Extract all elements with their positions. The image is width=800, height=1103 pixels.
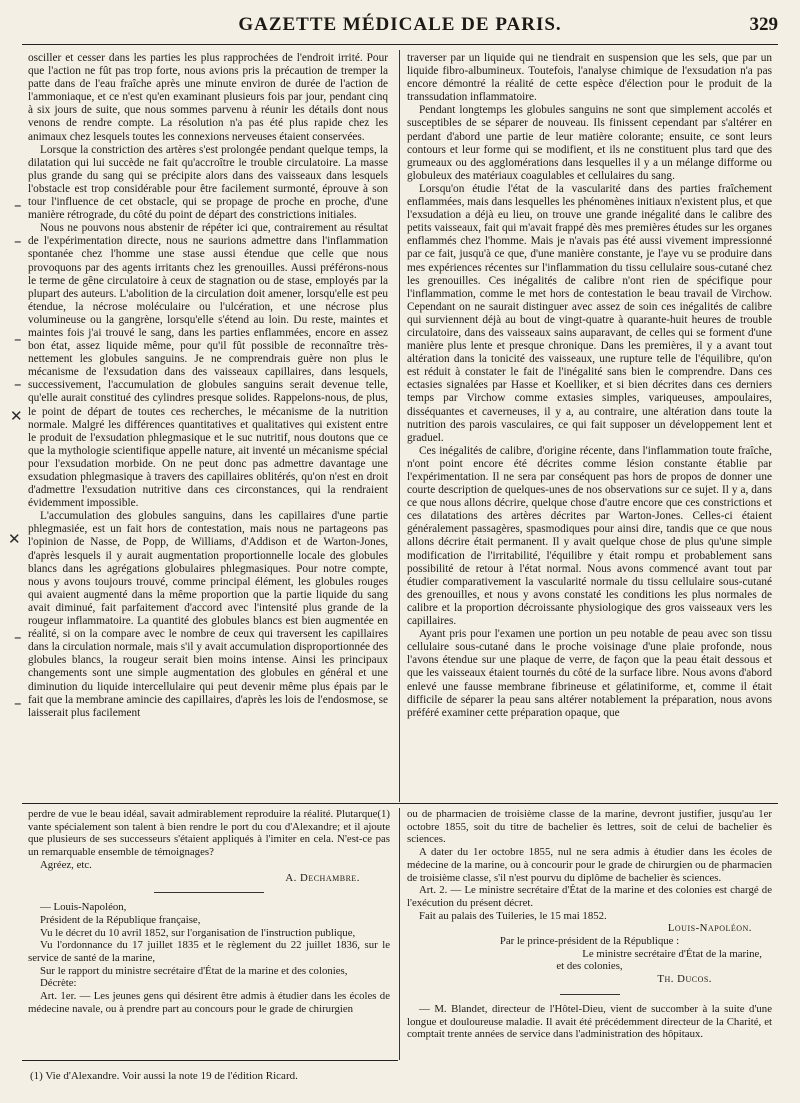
article-paragraph: Nous ne pouvons nous abstenir de répéter ici que, contrairement au résultat de l'expérimentation directe, nous ne saurions admettre dans l'inflammation spontanée chez l'homme une stase aussi étendue que celle que nous provoquons par des agents irritants chez les grenouilles. Aussi préférons-nous le terme de gêne circulatoire à ceux de stagnation ou de stase, employés par la plupart des auteurs. L'abolition de la circulation doit amener, lorsqu'elle est peu étendue, la nécrose moléculaire ou l'ulcération, et une nécrose plus volumineuse ou la gangrène, lorsqu'elle s'étend au loin. Du reste, maintes et maintes fois j'ai trouvé le sang, dans les parties enflammées, encore en assez bon état, assez liquide même, pour qu'il fût possible de reconnaître très-nettement les globules sanguins. Je ne comprendrais guère non plus le mécanisme de l'exsudation dans des vaisseaux capillaires, dans lesquels, successivement, l'accumulation de globules sanguins serait devenue telle, qu'elle aurait constitué des cylindres presque solides. Rappelons-nous, de plus, le point de départ de toutes ces recherches, le mécanisme de la nutrition normale. Malgré les différences quantitatives et qualitatives qui existent entre le produit de l'exsudation phlegmasique et le suc nutritif, nous doutons que ce que la mythologie scientifique appelle nature, ait inventé un mécanisme spécial pour l'exsudation morbide. On ne peut donc pas admettre davantage une exsudation phlegmasique à travers des capillaires oblitérés, qu'on n'est en droit d'admettre l'exsudation nutritive dans ces circonstances, qui la rendraient évidemment impossible. xyxy=(28,222,388,510)
news-item: — M. Blandet, directeur de l'Hôtel-Dieu, vient de succomber à la suite d'une longue et douloureuse maladie. Il avait été précédemment directeur de la Charité, et comptait trente années de service dans l'administration des hôpitaux. xyxy=(407,1002,772,1041)
column-divider-lower xyxy=(399,808,400,1060)
letter-paragraph: perdre de vue le beau idéal, savait admirablement reproduire la réalité. Plutarque(1) vante spécialement son talent à bien rendre le port du cou d'Alexandre; et il ajoute que plusieurs de ses successeurs s'étaient appliqués à l'imiter en cela. N'est-ce pas un remarquable ensemble de témoignages? xyxy=(28,808,390,859)
decree-line: Décrète: xyxy=(40,977,77,990)
decree-paragraph: ou de pharmacien de troisième classe de la marine, devront justifier, jusqu'au 1er octobre 1855, soit du titre de bachelier ès lettres, soit de celui de bachelier ès sciences. xyxy=(407,808,772,846)
margin-dash-mark: – xyxy=(14,196,22,214)
letter-signature: A. Dechambre. xyxy=(285,871,360,884)
minister-signature: Th. Ducos. xyxy=(657,973,712,986)
margin-cross-mark: ✕ xyxy=(10,407,23,425)
margin-dash-mark: – xyxy=(14,330,22,348)
article-paragraph: Ayant pris pour l'examen une portion un peu notable de peau avec son tissu cellulaire sous-cutané dans le proche voisinage d'une plaie profonde, nous l'avons étendue sur une plaque de verre, de façon que la peau était dessous et que les vaisseaux étaient tournés du côté de la surface libre. Nous avons d'abord enlevé une fausse membrane fibrineuse et gélatiniforme, et, comme il était difficile de séparer la peau sans altérer notablement la préparation, nous avons préféré examiner cette préparation opaque, que xyxy=(407,628,772,719)
decree-paragraph: A dater du 1er octobre 1855, nul ne sera admis à étudier dans les écoles de médecine de la marine, ou à concourir pour le grade de chirurgien ou de pharmacien de troisième classe, s'il n'est pourvu du diplôme de bachelier ès sciences. xyxy=(407,846,772,884)
decree-line: Vu le décret du 10 avril 1852, sur l'organisation de l'instruction publique, xyxy=(40,926,356,939)
decree-line: Vu l'ordonnance du 17 juillet 1835 et le règlement du 22 juillet 1836, sur le service de santé de la marine, xyxy=(28,939,390,965)
footnote: (1) Vie d'Alexandre. Voir aussi la note 19 de l'édition Ricard. xyxy=(30,1070,298,1082)
decree-countersign-line: Par le prince-président de la République : xyxy=(499,935,680,948)
journal-title: GAZETTE MÉDICALE DE PARIS. xyxy=(238,14,562,35)
decree-countersign-line: et des colonies, xyxy=(556,960,623,973)
article-paragraph: Lorsque la constriction des artères s'est prolongée pendant quelque temps, la dilatation qui lui succède ne fait qu'accroître le trouble circulatoire. La masse plus grande du sang qui se précipite alors dans des vaisseaux dans lesquels l'obstacle est trop considérable pour être facilement surmonté, éprouve à son tour l'influence de cet obstacle, qui se propage de proche en proche, d'une manière rétrograde, du côté du point de départ des constrictions initiales. xyxy=(28,143,388,222)
page-number: 329 xyxy=(749,14,778,35)
article-paragraph: Ces inégalités de calibre, d'origine récente, dans l'inflammation toute fraîche, n'ont point encore été décrites comme lésion constante établie par l'expérimentation. Il ne sera par conséquent pas hors de propos de donner une courte description de quelques-unes de nos observations sur ce sujet. Il y a, dans ce que nous allons décrire, quelque chose d'autre encore que ces constrictions et ces dilatations des artères décrites par Warton-Jones. Celles-ci étaient généralement passagères, spasmodiques pour ainsi dire, tandis que ce que nous allons décrire était permanent. Il y avait quelque chose de plus qu'une simple modification de l'irritabilité, l'équilibre y était rompu et probablement sans possibilité de retour à l'état normal. Nous avons commencé avant tout par étudier comparativement la vascularité normale du tissu cellulaire sous-cutané des grenouilles, et nous y avons constaté les conditions les plus normales de calibre et la proportion décroissante physiologique des gros vaisseaux vers les capillaires. xyxy=(407,444,772,628)
article-paragraph: traverser par un liquide qui ne tiendrait en suspension que les sels, que par un liquide fibro-albumineux. Toutefois, l'analyse chimique de l'exsudation n'a pas encore démontré la réalité de cette espèce d'élection pour le produit de la transsudation inflammatoire. xyxy=(407,52,772,104)
short-rule xyxy=(560,994,620,995)
decree-paragraph: Fait au palais des Tuileries, le 15 mai 1852. xyxy=(419,909,607,922)
decree-paragraph: Art. 2. — Le ministre secrétaire d'État de la marine et des colonies est chargé de l'exécution du présent décret. xyxy=(407,884,772,909)
decree-line: — Louis-Napoléon, xyxy=(40,901,127,914)
article-paragraph: osciller et cesser dans les parties les plus rapprochées de l'endroit irrité. Pour que l'action ne fût pas trop forte, nous avions pris la précaution de tremper la patte dans de l'eau fraîche après une minute environ de durée de l'action de l'ammoniaque, et ce n'est qu'en examinant plusieurs fois par jour, pendant cinq à six jours de suite, que nous sommes parvenu à réunir les détails dont nous venons de rendre compte. La résolution n'a pas été plus rapide chez les animaux chez lesquels toutes les connexions nerveuses étaient conservées. xyxy=(28,52,388,143)
footnote-rule xyxy=(22,1060,398,1061)
decree-signature: Louis-Napoléon. xyxy=(667,922,752,935)
section-rule xyxy=(22,803,778,804)
margin-cross-mark: ✕ xyxy=(8,530,21,548)
margin-dash-mark: – xyxy=(14,694,22,712)
article-paragraph: Pendant longtemps les globules sanguins ne sont que simplement accolés et susceptibles de se séparer de nouveau. Ils finissent cependant par s'altérer en perdant d'abord une partie de leur matière colorante; ensuite, ce sont leurs contours et leur forme qui se modifient, et ils ne constituent plus tard que des grumeaux ou des agglomérations dans lesquelles il y a un mélange difforme ou globuleux des matériaux coagulables et cellulaires du sang. xyxy=(407,104,772,182)
decree-line: Sur le rapport du ministre secrétaire d'État de la marine et des colonies, xyxy=(40,964,348,977)
margin-dash-mark: – xyxy=(14,232,22,250)
article-paragraph: L'accumulation des globules sanguins, dans les capillaires d'une partie phlegmasiée, est un fait hors de contestation, mais nous ne partageons pas l'opinion de Nasse, de Popp, de Williams, d'Addison et de Warton-Jones, d'après lesquels il y aurait augmentation proportionnelle locale des globules blancs dans les agrégations globulaires phlegmasiques. Pour notre compte, nous y avons toujours trouvé, comme principal élément, les globules rouges qui avaient augmenté dans la même proportion que la partie liquide du sang avait diminué, fait parfaitement d'accord avec l'intensité plus grande de la rougeur inflammatoire. La quantité des globules blancs est bien augmentée en réalité, si on la compare avec le nombre de ceux qui traversent les capillaires dans la circulation normale, mais s'il y avait accumulation disproportionnée des globules blancs, la rougeur serait bien moins intense. Ainsi les principaux changements sont une simple augmentation des globules en général et une diminution du liquide intercellulaire qui peut devenir même plus épais par le fait que la membrane amincie des capillaires, d'après les lois de l'endosmose, se laisserait plus facilement xyxy=(28,510,388,719)
margin-dash-mark: – xyxy=(14,628,22,646)
lower-left-column xyxy=(28,808,390,1058)
decree-article: Art. 1er. — Les jeunes gens qui désirent être admis à étudier dans les écoles de médecine navale, ou à prendre part au concours pour le grade de chirurgien xyxy=(28,990,390,1015)
margin-dash-mark: – xyxy=(14,375,22,393)
lower-right-column xyxy=(407,808,772,1058)
header-rule xyxy=(22,44,778,45)
article-paragraph: Lorsqu'on étudie l'état de la vascularité dans des parties fraîchement enflammées, mais dans lesquelles les phénomènes initiaux n'existent plus, et que l'exsudation a déjà eu lieu, on trouve une grande inégalité dans le calibre des petits vaisseaux, fait qui m'avait frappé dès mes premières études sur les organes enflammés chez l'homme. Mais je n'avais pas été aussi vivement impressionné par ce fait, jusqu'à ce que, d'une manière constante, je l'aye vu se produire dans mes expériences récentes sur l'inflammation du tissu cellulaire sous-cutané chez les grenouilles. Ces inégalités de calibre n'ont rien de spécifique pour l'inflammation, comme le met hors de contestation le beau travail de Virchow. Cependant on ne saurait distinguer avec assez de soin ces inégalités de calibre qui surviennent déjà au bout de vingt-quatre à quarante-huit heures de trouble circulatoire, dans des vaisseaux sains auparavant, de celles qui se forment d'une manière plus lente et presque chronique. Dans les premières, il y a avant tout altération dans la tonicité des vaisseaux, une rupture telle de l'équilibre, qu'on est réduit à constater le fait de l'inégalité sans bien le comprendre. Dans ces ectasies signalées par Hasse et Koelliker, et si bien décrites dans ces derniers temps par Virchow comme extasies simples, variqueuses, ampoulaires, disséquantes et caverneuses, il y a, au contraire, une altération dans toute la nutrition des parois vasculaires, ce qui fait supposer un développement lent et graduel. xyxy=(407,182,772,444)
letter-closing: Agréez, etc. xyxy=(40,858,92,871)
left-column xyxy=(28,52,388,802)
decree-countersign-line: Le ministre secrétaire d'État de la marine, xyxy=(582,947,762,960)
short-rule xyxy=(154,892,264,893)
decree-line: Président de la République française, xyxy=(40,913,201,926)
page-header xyxy=(22,14,778,40)
right-column xyxy=(407,52,772,802)
column-divider-upper xyxy=(399,50,400,802)
